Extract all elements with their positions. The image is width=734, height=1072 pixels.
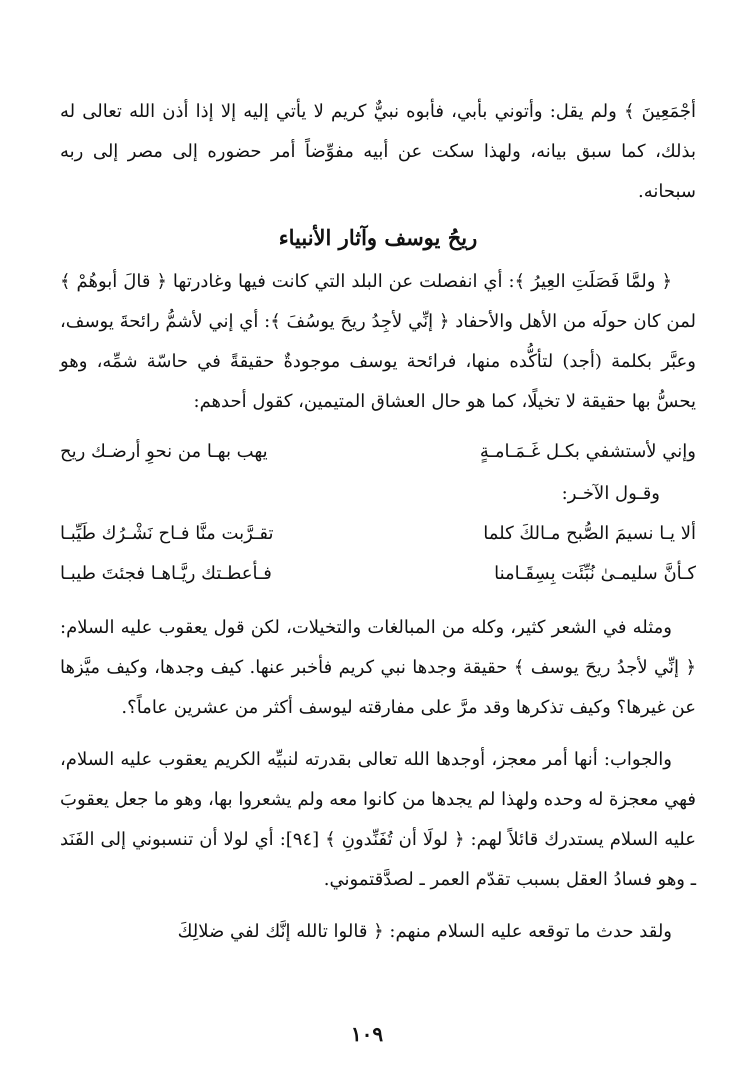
page-number: ١٠٩: [350, 1022, 384, 1046]
verse-2-first-hemistich: ألا يـا نسيمَ الصُّبح مـالكَ كلما: [483, 523, 696, 544]
verse-1-second-hemistich: يهب بهـا من نحوِ أرضـك ريح: [60, 441, 268, 462]
poem-intro-other: وقـول الآخـر:: [561, 483, 660, 504]
section-heading: ريحُ يوسف وآثار الأنبياء: [278, 225, 478, 250]
book-page: [60, 92, 696, 1042]
poem-verse-3: [60, 554, 696, 594]
paragraph-wind-of-yusuf: ﴿ ولمَّا فَصَلَتِ العِيرُ ﴾: أي انفصلت عن البلد التي كانت فيها وغادرتها ﴿ قالَ أبوهُمْ ﴾ لمن كان حولَه من الأهل والأحفاد ﴿ إنِّي لأجِدُ ريحَ يوسُفَ ﴾: أي إني لأشمُّ رائحةَ يوسف، وعبَّر بكلمة (أجد) لتأكُّده منها، فرائحة يوسف موجودةٌ حقيقةً في حاسّة شمِّه، وهو يحسُّ بها حقيقة لا تخيلًا، كما هو حال العشاق المتيمين، كقول أحدهم:: [60, 271, 696, 412]
poem-verse-1: [60, 432, 696, 472]
verse-3-first-hemistich: كـأنَّ سليمـىٰ نُبِّئَت بِسِقَـامنا: [494, 563, 696, 584]
paragraph-answer: والجواب: أنها أمر معجز، أوجدها الله تعالى بقدرته لنبيِّه الكريم يعقوب عليه السلام، فهي معجزة له وحده ولهذا لم يجدها من كانوا معه ولم يشعروا بها، وهو ما جعل يعقوبَ عليه السلام يستدرك قائلاً لهم: ﴿ لولَا أن تُفَنِّدونِ ﴾ [٩٤]: أي لولا أن تنسبوني إلى الفَنَد ـ وهو فسادُ العقل بسبب تقدّم العمر ـ لصدَّقتموني.: [60, 749, 696, 890]
verse-3-second-hemistich: فـأعطـتك ريَّـاهـا فجئتَ طيبـا: [60, 563, 272, 584]
paragraph-continuation: أجْمَعِينَ ﴾ ولم يقل: وأتوني بأبي، فأبوه نبيٌّ كريم لا يأتي إليه إلا إذا أذن الله تعالى له بذلك، كما سبق بيانه، ولهذا سكت عن أبيه مفوِّضاً أمر حضوره إلى مصر إلى ربه سبحانه.: [60, 101, 696, 202]
paragraph-closing: ولقد حدث ما توقعه عليه السلام منهم: ﴿ قالوا تالله إنَّك لفي ضلالِكَ: [177, 921, 672, 942]
poem-verse-2: [60, 514, 696, 554]
paragraph-poetry-comparison: ومثله في الشعر كثير، وكله من المبالغات والتخيلات، لكن قول يعقوب عليه السلام: ﴿ إنِّي لأجدُ ريحَ يوسف ﴾ حقيقة وجدها نبي كريم فأخبر عنها. كيف وجدها، وكيف ميَّزها عن غيرها؟ وكيف تذكرها وقد مرَّ على مفارقته ليوسف أكثر من عشرين عاماً؟.: [60, 617, 696, 718]
verse-1-first-hemistich: وإني لأستشفي بكـل غَـمَـامـةٍ: [479, 441, 696, 462]
verse-2-second-hemistich: تقـرَّبت منَّا فـاح نَشْـرُك طَيِّبـا: [60, 523, 274, 544]
